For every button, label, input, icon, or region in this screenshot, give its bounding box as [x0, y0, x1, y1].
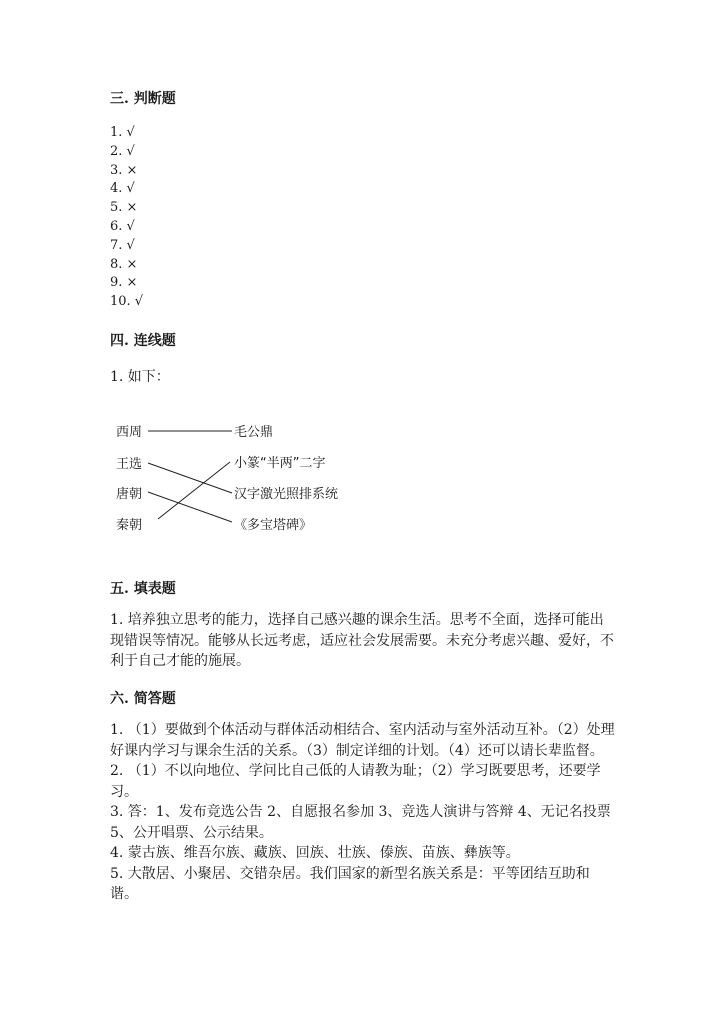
list-item: 1. √: [110, 125, 135, 140]
list-item: 2. （1）不以向地位、学问比自己低的人请教为耻；（2）学习既要思考，还要学习。: [110, 763, 601, 800]
list-item: 5. ×: [110, 200, 138, 216]
list-item: 8. ×: [110, 256, 138, 272]
left-item-tangchao: 唐朝: [116, 487, 143, 502]
list-item: 3. 答：1、发布竞选公告 2、自愿报名参加 3、竞选人演讲与答辩 4、无记名投票 5、公开唱票、公示结果。: [110, 804, 611, 841]
left-item-qinchao: 秦朝: [116, 518, 143, 533]
list-item: 6. √: [110, 218, 135, 234]
list-item: 10. √: [110, 294, 144, 310]
list-item: 4. 蒙古族、维吾尔族、藏族、回族、壮族、傣族、苗族、彝族等。: [110, 845, 520, 861]
right-item-maogongding: 毛公鼎: [234, 425, 274, 440]
right-item-duobaota: 《多宝塔碑》: [234, 518, 313, 533]
match-line-wangxuan-laser-typesetting: [148, 463, 232, 493]
paragraph-text: 1. 培养独立思考的能力，选择自己感兴趣的课余生活。思考不全面，选择可能出现错误等情况。能够从长远考虑，适应社会发展需要。未充分考虑兴趣、爱好，不利于自己才能的施展。: [110, 612, 614, 669]
section6-answer-list: [110, 720, 615, 905]
section5-heading: 五. 填表题: [110, 581, 176, 597]
list-item: 2. √: [110, 143, 135, 159]
section4-intro: 1. 如下：: [110, 369, 170, 385]
left-item-xizhou: 西周: [116, 425, 143, 440]
list-item: 5. 大散居、小聚居、交错杂居。我们国家的新型名族关系是：平等团结互助和谐。: [110, 865, 590, 902]
list-item: 1. （1）要做到个体活动与群体活动相结合、室内活动与室外活动互补。（2）处理好课内学习与课余生活的关系。（3）制定详细的计划。（4）还可以请长辈监督。: [110, 722, 615, 759]
section3-heading: 三. 判断题: [110, 91, 176, 107]
right-item-laser-typesetting: 汉字激光照排系统: [234, 487, 339, 502]
matching-diagram: [110, 415, 370, 540]
list-item: 9. ×: [110, 275, 138, 291]
left-item-wangxuan: 王选: [116, 457, 143, 472]
list-item: 3. ×: [110, 162, 138, 178]
list-item: 4. √: [110, 181, 135, 197]
list-item: 7. √: [110, 237, 135, 253]
section4-heading: 四. 连线题: [110, 333, 176, 349]
section5-paragraph: [110, 610, 615, 672]
section6-heading: 六. 简答题: [110, 691, 176, 707]
right-item-xiaozhuan: 小篆“半两”二字: [234, 456, 326, 471]
section3-answer-list: [110, 124, 143, 312]
